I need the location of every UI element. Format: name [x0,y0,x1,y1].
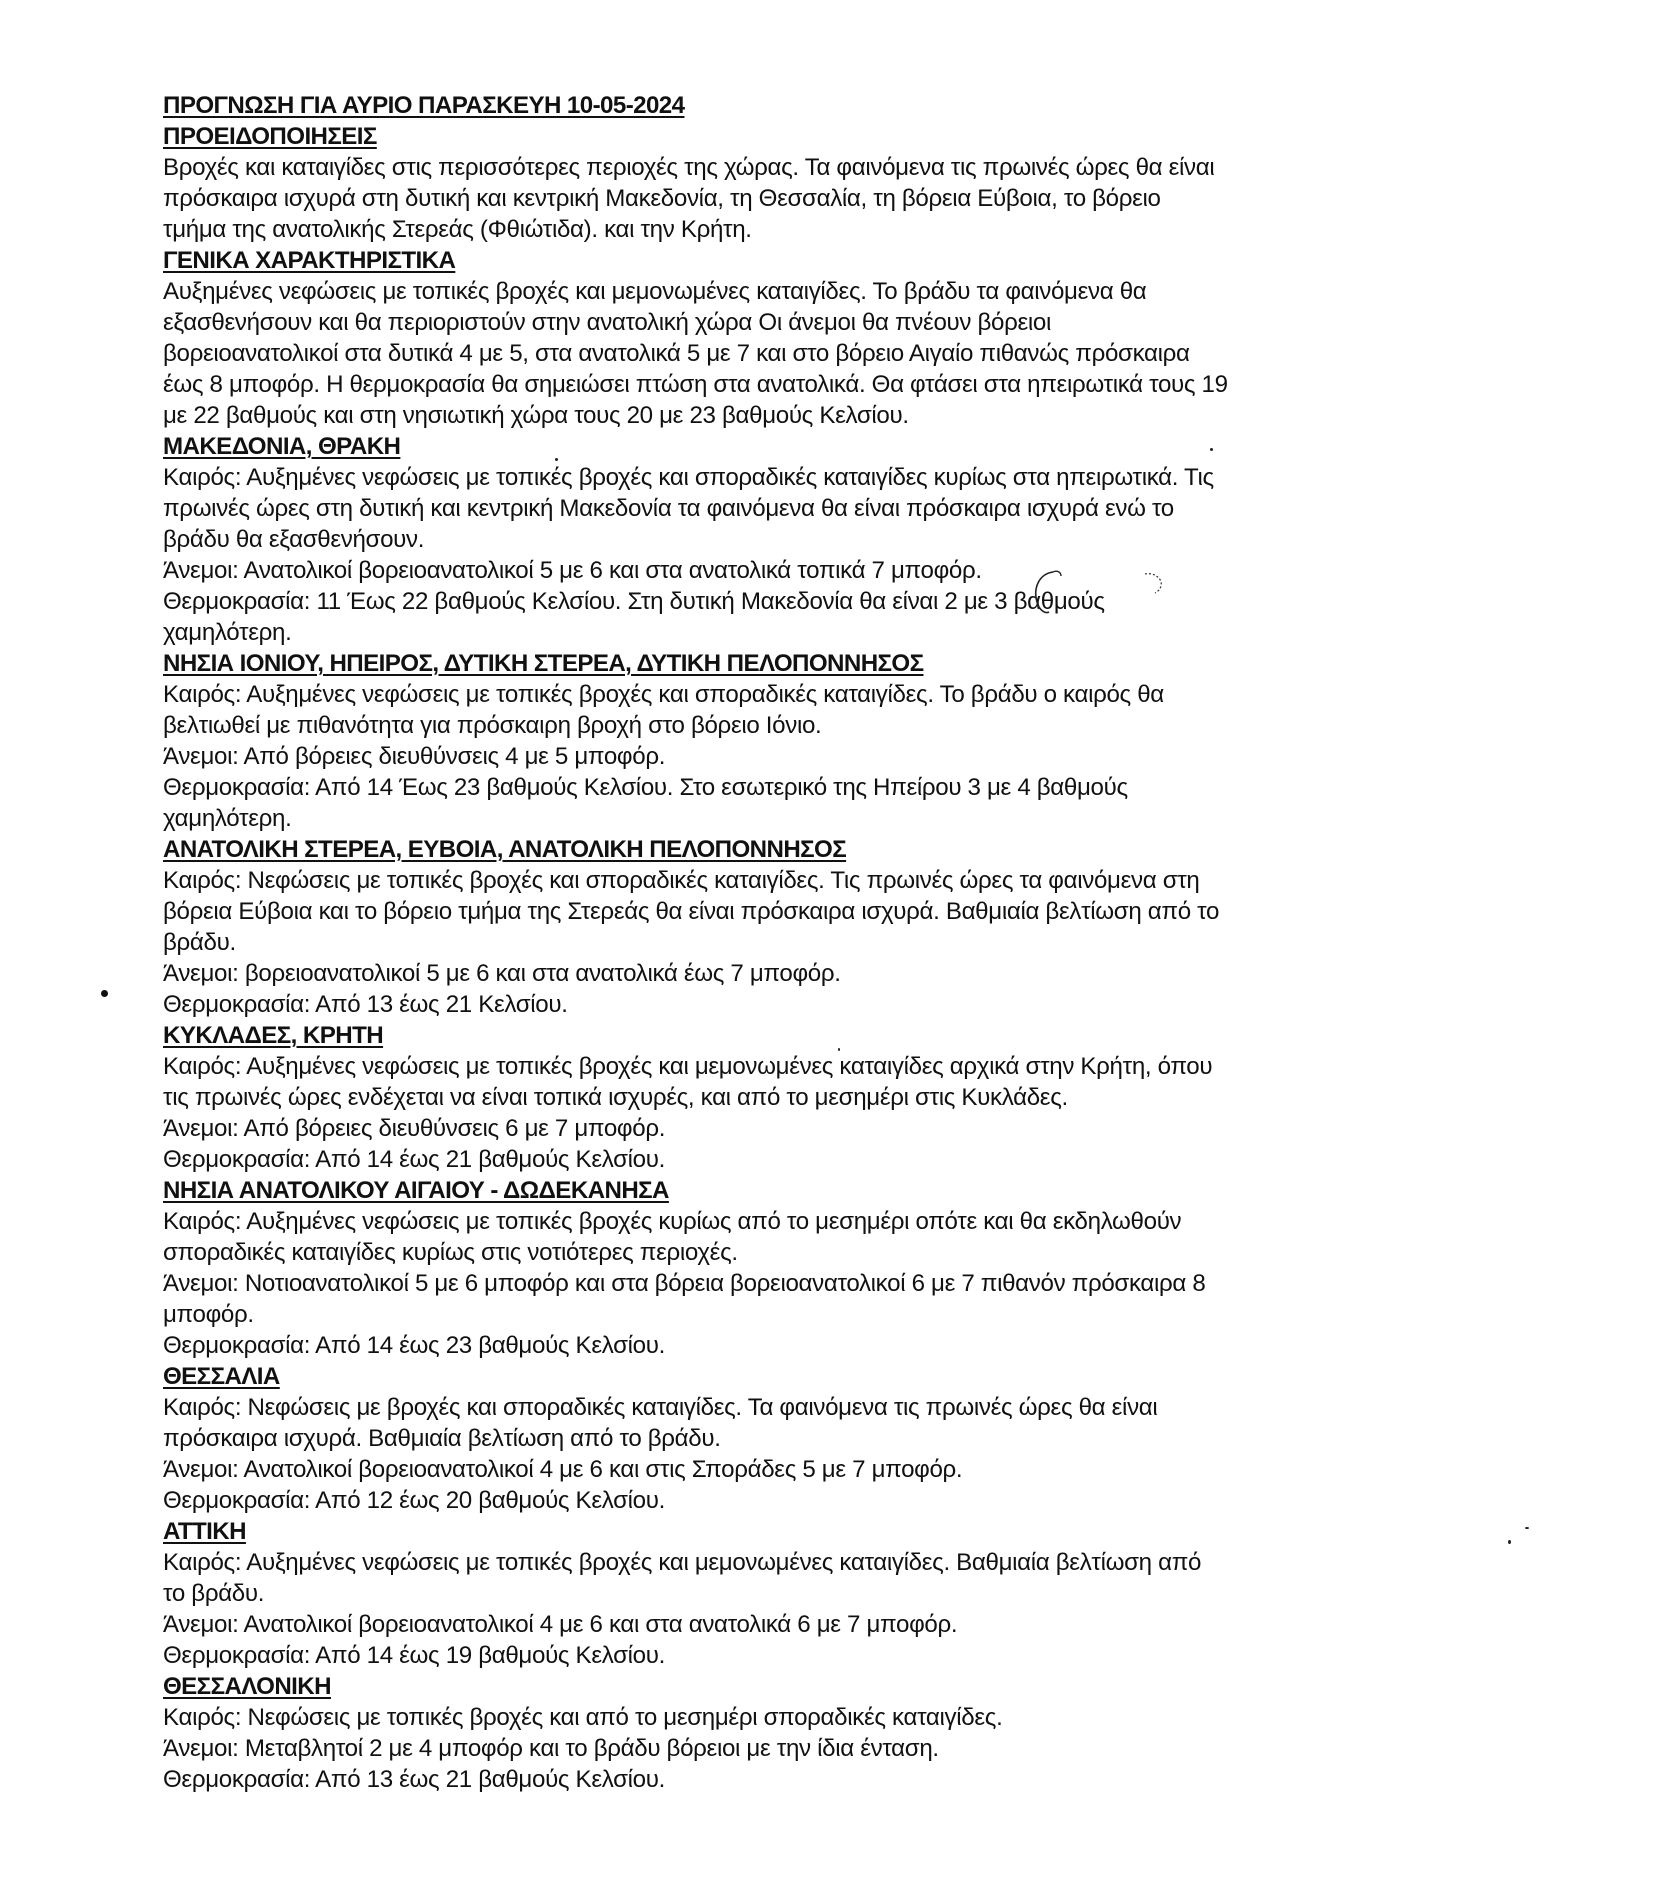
text-line: πρωινές ώρες στη δυτική και κεντρική Μακεδονία τα φαινόμενα θα είναι πρόσκαιρα ισχυρά ενώ το [163,495,1174,522]
text-line: Άνεμοι: βορειοανατολικοί 5 με 6 και στα ανατολικά έως 7 μποφόρ. [163,960,841,987]
text-line: βελτιωθεί με πιθανότητα για πρόσκαιρη βροχή στο βόρειο Ιόνιο. [163,712,822,739]
section-heading: ΚΥΚΛΑΔΕΣ, ΚΡΗΤΗ [163,1022,384,1049]
scan-speck [1210,448,1213,451]
text-line: Άνεμοι: Από βόρειες διευθύνσεις 4 με 5 μποφόρ. [163,743,666,770]
text-line: το βράδυ. [163,1580,265,1607]
section-thessaly [163,1361,1444,1516]
section-east-sterea-evia [163,834,1444,1020]
text-line: Άνεμοι: Ανατολικοί βορειοανατολικοί 5 με 6 και στα ανατολικά τοπικά 7 μποφόρ. [163,557,982,584]
bullet-mark [101,990,108,997]
section-heading: ΝΗΣΙΑ ΑΝΑΤΟΛΙΚΟΥ ΑΙΓΑΙΟΥ - ΔΩΔΕΚΑΝΗΣΑ [163,1177,669,1204]
forecast-document [163,90,1444,1795]
handwritten-circle-mark [1025,568,1175,618]
text-line: εξασθενήσουν και θα περιοριστούν στην ανατολική χώρα Οι άνεμοι θα πνέουν βόρειοι [163,309,1051,336]
section-ionian-epirus [163,648,1444,834]
scan-speck [1508,1540,1511,1544]
section-heading: ΠΡΟΕΙΔΟΠΟΙΗΣΕΙΣ [163,123,377,150]
text-line: Άνεμοι: Μεταβλητοί 2 με 4 μποφόρ και το βράδυ βόρειοι με την ίδια ένταση. [163,1735,939,1762]
text-line: Καιρός: Αυξημένες νεφώσεις με τοπικές βροχές κυρίως από το μεσημέρι οπότε και θα εκδηλωθούν [163,1208,1182,1235]
text-line: Άνεμοι: Ανατολικοί βορειοανατολικοί 4 με 6 και στα ανατολικά 6 με 7 μποφόρ. [163,1611,958,1638]
text-line: Καιρός: Αυξημένες νεφώσεις με τοπικές βροχές και μεμονωμένες καταιγίδες. Βαθμιαία βελτίωση από [163,1549,1202,1576]
text-line: βόρεια Εύβοια και το βόρειο τμήμα της Στερεάς θα είναι πρόσκαιρα ισχυρά. Βαθμιαία βελτίωση από το [163,898,1220,925]
text-line: Καιρός: Αυξημένες νεφώσεις με τοπικές βροχές και σποραδικές καταιγίδες κυρίως στα ηπειρωτικά. Τις [163,464,1214,491]
text-line: Άνεμοι: Από βόρειες διευθύνσεις 6 με 7 μποφόρ. [163,1115,666,1142]
text-line: Θερμοκρασία: Από 12 έως 20 βαθμούς Κελσίου. [163,1487,665,1514]
section-thessaloniki [163,1671,1444,1795]
text-line: Θερμοκρασία: Από 14 Έως 23 βαθμούς Κελσίου. Στο εσωτερικό της Ηπείρου 3 με 4 βαθμούς [163,774,1128,801]
text-line: έως 8 μποφόρ. Η θερμοκρασία θα σημειώσει πτώση στα ανατολικά. Θα φτάσει στα ηπειρωτικά τους 19 [163,371,1228,398]
text-line: Θερμοκρασία: Από 14 έως 19 βαθμούς Κελσίου. [163,1642,665,1669]
text-line: βράδυ θα εξασθενήσουν. [163,526,425,553]
document-title: ΠΡΟΓΝΩΣΗ ΓΙΑ ΑΥΡΙΟ ΠΑΡΑΣΚΕΥΗ 10-05-2024 [163,92,685,119]
section-heading: ΜΑΚΕΔΟΝΙΑ, ΘΡΑΚΗ [163,433,401,460]
text-line: χαμηλότερη. [163,619,292,646]
text-line: Καιρός: Νεφώσεις με τοπικές βροχές και σποραδικές καταιγίδες. Τις πρωινές ώρες τα φαινόμενα στη [163,867,1200,894]
text-line: χαμηλότερη. [163,805,292,832]
text-line: Βροχές και καταιγίδες στις περισσότερες περιοχές της χώρας. Τα φαινόμενα τις πρωινές ώρες θα είναι [163,154,1215,181]
section-east-aegean-dodecanese [163,1175,1444,1361]
section-heading: ΑΤΤΙΚΗ [163,1518,246,1545]
section-attica [163,1516,1444,1671]
text-line: με 22 βαθμούς και στη νησιωτική χώρα τους 20 με 23 βαθμούς Κελσίου. [163,402,909,429]
text-line: Άνεμοι: Ανατολικοί βορειοανατολικοί 4 με 6 και στις Σποράδες 5 με 7 μποφόρ. [163,1456,963,1483]
text-line: βορειοανατολικοί στα δυτικά 4 με 5, στα ανατολικά 5 με 7 και στο βόρειο Αιγαίο πιθανώς πρόσκαιρα [163,340,1190,367]
text-line: Θερμοκρασία: 11 Έως 22 βαθμούς Κελσίου. Στη δυτική Μακεδονία θα είναι 2 με 3 βαθμούς [163,588,1105,615]
section-macedonia-thrace [163,431,1444,648]
text-line: μποφόρ. [163,1301,254,1328]
text-line: τις πρωινές ώρες ενδέχεται να είναι τοπικά ισχυρές, και από το μεσημέρι στις Κυκλάδες. [163,1084,1068,1111]
text-line: Καιρός: Αυξημένες νεφώσεις με τοπικές βροχές και σποραδικές καταιγίδες. Το βράδυ ο καιρός θα [163,681,1164,708]
text-line: Άνεμοι: Νοτιοανατολικοί 5 με 6 μποφόρ και στα βόρεια βορειοανατολικοί 6 με 7 πιθανόν πρόσκαιρα 8 [163,1270,1206,1297]
text-line: Θερμοκρασία: Από 13 έως 21 Κελσίου. [163,991,568,1018]
section-heading: ΓΕΝΙΚΑ ΧΑΡΑΚΤΗΡΙΣΤΙΚΑ [163,247,456,274]
section-heading: ΑΝΑΤΟΛΙΚΗ ΣΤΕΡΕΑ, ΕΥΒΟΙΑ, ΑΝΑΤΟΛΙΚΗ ΠΕΛΟΠΟΝΝΗΣΟΣ [163,836,847,863]
text-line: βράδυ. [163,929,236,956]
scan-speck [1525,1527,1529,1529]
text-line: Καιρός: Νεφώσεις με βροχές και σποραδικές καταιγίδες. Τα φαινόμενα τις πρωινές ώρες θα είναι [163,1394,1158,1421]
text-line: Θερμοκρασία: Από 14 έως 21 βαθμούς Κελσίου. [163,1146,665,1173]
text-line: Καιρός: Αυξημένες νεφώσεις με τοπικές βροχές και μεμονωμένες καταιγίδες αρχικά στην Κρήτη, όπου [163,1053,1213,1080]
section-heading: ΘΕΣΣΑΛΙΑ [163,1363,280,1390]
section-cyclades-crete [163,1020,1444,1175]
text-line: πρόσκαιρα ισχυρά. Βαθμιαία βελτίωση από το βράδυ. [163,1425,721,1452]
text-line: πρόσκαιρα ισχυρά στη δυτική και κεντρική Μακεδονία, τη Θεσσαλία, τη βόρεια Εύβοια, το βόρειο [163,185,1161,212]
section-heading: ΘΕΣΣΑΛΟΝΙΚΗ [163,1673,331,1700]
text-line: σποραδικές καταιγίδες κυρίως στις νοτιότερες περιοχές. [163,1239,738,1266]
scan-speck [555,458,558,461]
text-line: Καιρός: Νεφώσεις με τοπικές βροχές και από το μεσημέρι σποραδικές καταιγίδες. [163,1704,1003,1731]
text-line: τμήμα της ανατολικής Στερεάς (Φθιώτιδα). και την Κρήτη. [163,216,752,243]
text-line: Αυξημένες νεφώσεις με τοπικές βροχές και μεμονωμένες καταιγίδες. Το βράδυ τα φαινόμενα θα [163,278,1147,305]
section-general [163,245,1444,431]
section-heading: ΝΗΣΙΑ ΙΟΝΙΟΥ, ΗΠΕΙΡΟΣ, ΔΥΤΙΚΗ ΣΤΕΡΕΑ, ΔΥΤΙΚΗ ΠΕΛΟΠΟΝΝΗΣΟΣ [163,650,924,677]
text-line: Θερμοκρασία: Από 13 έως 21 βαθμούς Κελσίου. [163,1766,665,1793]
scan-speck [838,1048,840,1051]
section-warnings [163,121,1444,245]
text-line: Θερμοκρασία: Από 14 έως 23 βαθμούς Κελσίου. [163,1332,665,1359]
